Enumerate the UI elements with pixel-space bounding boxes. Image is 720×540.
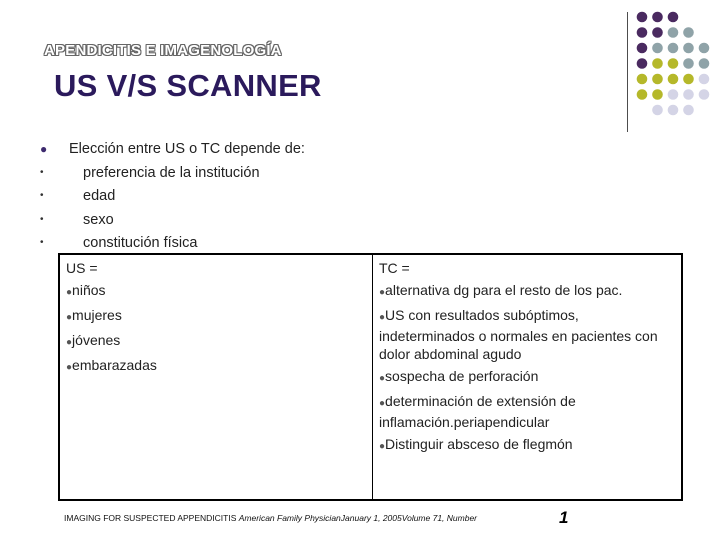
bullet-list xyxy=(40,139,600,257)
bullet-dot-icon: • xyxy=(40,213,44,225)
decorative-dot xyxy=(637,12,648,23)
list-item: ●Distinguir absceso de flegmón xyxy=(379,436,573,452)
decorative-dot xyxy=(652,74,663,85)
list-item: ●alternativa dg para el resto de los pac. xyxy=(379,282,623,298)
page-number: 1 xyxy=(559,508,569,527)
tc-column xyxy=(373,255,681,499)
list-item: ●US con resultados subóptimos, indeterminados o normales en pacientes con dolor abdominal agudo xyxy=(379,307,658,362)
us-column xyxy=(60,255,373,499)
bullet-sub: • edad xyxy=(40,188,116,204)
tc-header: TC = xyxy=(379,260,410,276)
bullet-dot-icon: ● xyxy=(379,312,386,323)
decorative-dot xyxy=(699,89,710,100)
decorative-dot xyxy=(668,12,679,23)
decorative-dot-grid xyxy=(636,10,716,120)
decorative-dot xyxy=(699,74,710,85)
decorative-dot xyxy=(637,89,648,100)
us-header: US = xyxy=(66,260,98,276)
list-item: ●mujeres xyxy=(66,307,122,323)
list-item: ●sospecha de perforación xyxy=(379,368,539,384)
decorative-dot xyxy=(683,89,694,100)
decorative-dot xyxy=(699,58,710,69)
list-item: ●niños xyxy=(66,282,106,298)
bullet-dot-icon: ● xyxy=(66,362,73,373)
decorative-dot xyxy=(668,105,679,116)
decorative-dot xyxy=(699,43,710,54)
decorative-dot xyxy=(668,43,679,54)
bullet-dot-icon: ● xyxy=(379,441,386,452)
bullet-sub: • constitución física xyxy=(40,235,198,251)
bullet-dot-icon: • xyxy=(40,237,44,248)
bullet-dot-icon: ● xyxy=(379,373,386,384)
list-item: ●jóvenes xyxy=(66,332,121,348)
decorative-dot xyxy=(637,43,648,54)
bullet-dot-icon: ● xyxy=(379,398,386,409)
list-item: ●determinación de extensión de inflamación.periapendicular xyxy=(379,393,576,430)
list-item: ●embarazadas xyxy=(66,357,157,373)
bullet-dot-icon: ● xyxy=(66,287,73,298)
citation-footer: IMAGING FOR SUSPECTED APPENDICITIS American Family PhysicianJanuary 1, 2005Volume 71, Number xyxy=(64,513,478,523)
bullet-dot-icon: ● xyxy=(379,287,386,298)
journal-citation: American Family PhysicianJanuary 1, 2005Volume 71, Number xyxy=(238,513,478,523)
decorative-dot xyxy=(637,27,648,38)
divider-line xyxy=(627,12,628,132)
bullet-dot-icon: ● xyxy=(66,337,73,348)
decorative-dot xyxy=(652,27,663,38)
decorative-dot xyxy=(668,74,679,85)
decorative-dot xyxy=(683,27,694,38)
bullet-main: ● Elección entre US o TC depende de: xyxy=(40,141,305,157)
comparison-table xyxy=(58,253,683,501)
decorative-dot xyxy=(652,105,663,116)
decorative-dot xyxy=(683,74,694,85)
bullet-sub: • preferencia de la institución xyxy=(40,164,260,181)
slide-title: US V/S SCANNER xyxy=(54,68,322,103)
decorative-dot xyxy=(652,58,663,69)
bullet-dot-icon: ● xyxy=(66,312,73,323)
decorative-dot xyxy=(683,105,694,116)
decorative-dot xyxy=(668,58,679,69)
decorative-dot xyxy=(652,89,663,100)
decorative-dot xyxy=(637,74,648,85)
slide-subtitle: APENDICITIS E IMAGENOLOGÍA xyxy=(44,42,282,59)
bullet-dot-icon: • xyxy=(40,190,44,201)
decorative-dot xyxy=(683,58,694,69)
decorative-dot xyxy=(683,43,694,54)
bullet-dot-icon: • xyxy=(40,166,44,178)
decorative-dot xyxy=(668,27,679,38)
decorative-dot xyxy=(637,58,648,69)
decorative-dot xyxy=(652,12,663,23)
decorative-dot xyxy=(652,43,663,54)
decorative-dot xyxy=(668,89,679,100)
bullet-dot-icon: ● xyxy=(40,142,48,156)
bullet-sub: • sexo xyxy=(40,211,114,228)
